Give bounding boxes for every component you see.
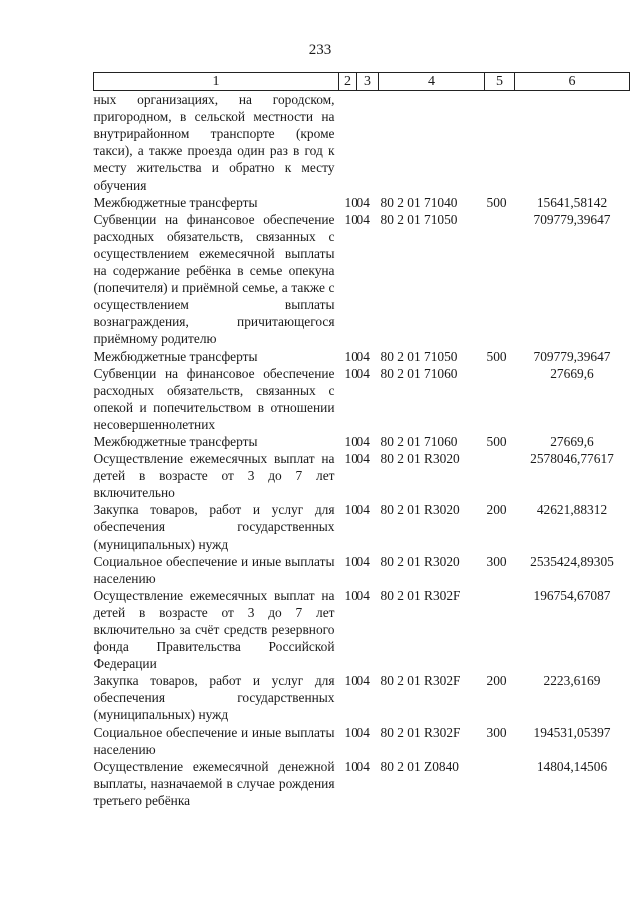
- row-target-article: 80 2 01 Z0840: [380, 758, 459, 774]
- row-section-code: 10: [344, 348, 358, 364]
- table-row: [94, 194, 630, 211]
- row-amount: 2578046,77617: [530, 451, 614, 467]
- row-section-code: 10: [344, 211, 358, 227]
- row-amount: 2535424,89305: [530, 553, 614, 569]
- table-row: [94, 365, 630, 433]
- table-body: [94, 91, 630, 809]
- header-row: [94, 73, 630, 91]
- row-expense-type: [485, 587, 515, 672]
- row-target-article: 80 2 01 R302F: [380, 587, 461, 603]
- row-description: Субвенции на финансовое обеспечение расходных обязательств, связанных с опекой и попечительством в отношении несовершеннолетних: [93, 365, 335, 432]
- header-col-1: 1: [94, 73, 339, 91]
- table-row: [94, 91, 630, 194]
- row-subsection-code: 04: [356, 348, 370, 364]
- table-row: [94, 724, 630, 758]
- row-subsection-code: [357, 91, 379, 194]
- row-amount: 709779,39647: [533, 211, 611, 227]
- row-expense-type: 500: [486, 433, 507, 449]
- row-amount: [515, 91, 630, 194]
- row-subsection-code: 04: [356, 433, 370, 449]
- row-section-code: 10: [344, 758, 358, 774]
- table-row: [94, 501, 630, 552]
- header-col-4: 4: [379, 73, 485, 91]
- page-number: 233: [308, 42, 332, 58]
- row-amount: 42621,88312: [536, 502, 608, 518]
- row-subsection-code: 04: [356, 758, 370, 774]
- budget-table-container: [93, 72, 629, 809]
- row-amount: 14804,14506: [536, 758, 608, 774]
- row-amount: 194531,05397: [533, 724, 611, 740]
- header-col-6: 6: [515, 73, 630, 91]
- row-target-article: 80 2 01 R3020: [380, 502, 460, 518]
- row-subsection-code: 04: [356, 553, 370, 569]
- row-subsection-code: 04: [356, 673, 370, 689]
- row-subsection-code: 04: [356, 502, 370, 518]
- row-expense-type: [485, 211, 515, 348]
- table-row: [94, 587, 630, 672]
- row-target-article: 80 2 01 R302F: [380, 673, 461, 689]
- row-section-code: [339, 91, 357, 194]
- header-col-2: 2: [339, 73, 357, 91]
- row-target-article: [379, 91, 485, 194]
- row-target-article: 80 2 01 71060: [380, 365, 458, 381]
- row-amount: 196754,67087: [533, 587, 611, 603]
- row-description: Осуществление ежемесячной денежной выплаты, назначаемой в случае рождения третьего ребёнка: [93, 758, 335, 808]
- row-target-article: 80 2 01 71060: [380, 433, 458, 449]
- budget-table: [93, 72, 630, 809]
- row-section-code: 10: [344, 553, 358, 569]
- row-expense-type: [485, 365, 515, 433]
- row-section-code: 10: [344, 587, 358, 603]
- row-expense-type: 500: [486, 194, 507, 210]
- row-description: Субвенции на финансовое обеспечение расходных обязательств, связанных с осуществлением ежемесячной выплаты на содержание ребёнка в семье опекуна (попечителя) и приёмной семье, а также с осуществлением выплаты вознаграждения, причитающегося приёмному родителю: [93, 211, 335, 347]
- row-subsection-code: 04: [356, 194, 370, 210]
- row-description: Социальное обеспечение и иные выплаты населению: [93, 724, 335, 757]
- row-amount: 2223,6169: [543, 673, 601, 689]
- table-row: [94, 433, 630, 450]
- row-section-code: 10: [344, 194, 358, 210]
- row-target-article: 80 2 01 R3020: [380, 451, 460, 467]
- row-section-code: 10: [344, 433, 358, 449]
- row-amount: 27669,6: [550, 433, 594, 449]
- row-amount: 27669,6: [550, 365, 594, 381]
- row-description: Закупка товаров, работ и услуг для обеспечения государственных (муниципальных) нужд: [93, 673, 335, 723]
- row-target-article: 80 2 01 71050: [380, 211, 458, 227]
- row-target-article: 80 2 01 71040: [380, 194, 458, 210]
- row-amount: 15641,58142: [536, 194, 608, 210]
- row-subsection-code: 04: [356, 451, 370, 467]
- row-description: Межбюджетные трансферты: [93, 194, 258, 210]
- row-expense-type: 300: [486, 553, 507, 569]
- table-row: [94, 553, 630, 587]
- table-row: [94, 348, 630, 365]
- row-expense-type: [485, 758, 515, 809]
- row-subsection-code: 04: [356, 724, 370, 740]
- table-row: [94, 758, 630, 809]
- row-description: Межбюджетные трансферты: [93, 348, 258, 364]
- row-expense-type: 300: [486, 724, 507, 740]
- row-amount: 709779,39647: [533, 348, 611, 364]
- row-subsection-code: 04: [356, 365, 370, 381]
- row-target-article: 80 2 01 71050: [380, 348, 458, 364]
- row-expense-type: 500: [486, 348, 507, 364]
- row-expense-type: [485, 91, 515, 194]
- table-row: [94, 211, 630, 348]
- header-col-3: 3: [357, 73, 379, 91]
- row-section-code: 10: [344, 451, 358, 467]
- row-description: Закупка товаров, работ и услуг для обеспечения государственных (муниципальных) нужд: [93, 502, 335, 552]
- row-description: Осуществление ежемесячных выплат на детей в возрасте от 3 до 7 лет включительно за счёт средств резервного фонда Правительства Российской Федерации: [93, 587, 335, 672]
- row-target-article: 80 2 01 R3020: [380, 553, 460, 569]
- header-col-5: 5: [485, 73, 515, 91]
- row-target-article: 80 2 01 R302F: [380, 724, 461, 740]
- row-expense-type: 200: [486, 673, 507, 689]
- row-section-code: 10: [344, 724, 358, 740]
- table-header: [94, 73, 630, 91]
- row-expense-type: 200: [486, 502, 507, 518]
- row-subsection-code: 04: [356, 211, 370, 227]
- row-expense-type: [485, 450, 515, 501]
- row-description: Осуществление ежемесячных выплат на детей в возрасте от 3 до 7 лет включительно: [93, 451, 335, 501]
- row-subsection-code: 04: [356, 587, 370, 603]
- row-description: ных организациях, на городском, пригородном, в сельской местности на внутрирайонном транспорте (кроме такси), а также проезда один раз в год к месту жительства и обратно к месту обучения: [93, 92, 335, 193]
- table-row: [94, 672, 630, 723]
- row-section-code: 10: [344, 365, 358, 381]
- row-description: Межбюджетные трансферты: [93, 433, 258, 449]
- row-section-code: 10: [344, 502, 358, 518]
- table-row: [94, 450, 630, 501]
- row-section-code: 10: [344, 673, 358, 689]
- row-description: Социальное обеспечение и иные выплаты населению: [93, 553, 335, 586]
